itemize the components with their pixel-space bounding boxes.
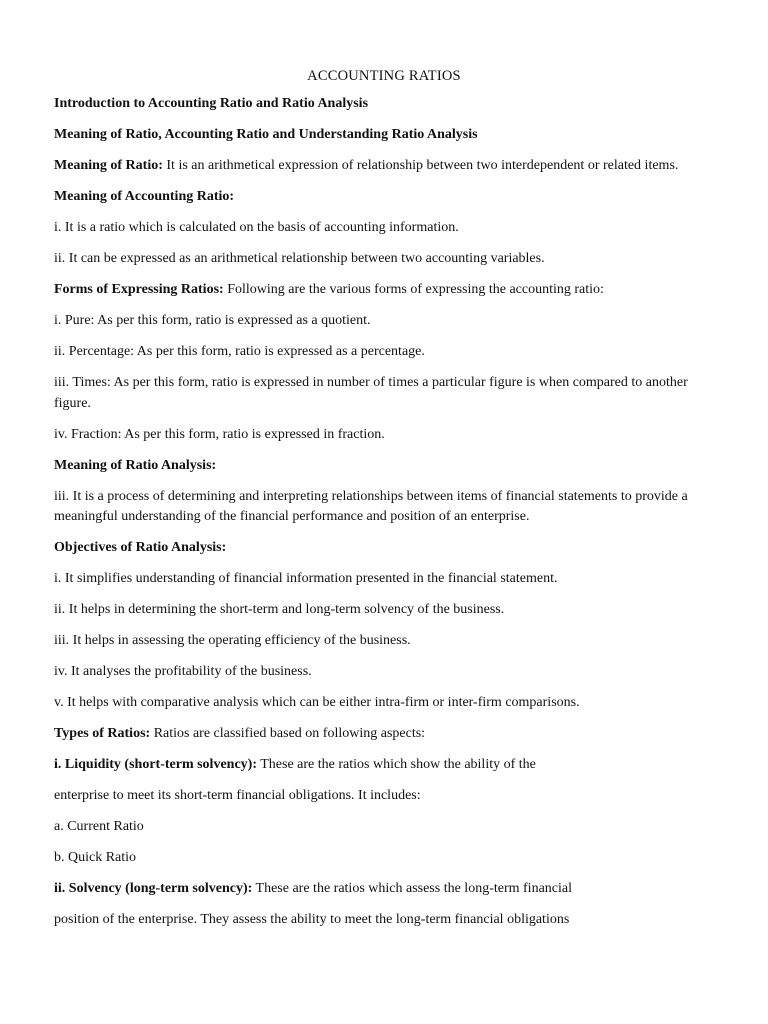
- text-solvency-line1: These are the ratios which assess the long-term financial: [252, 881, 572, 896]
- heading-meaning: Meaning of Ratio, Accounting Ratio and Understanding Ratio Analysis: [54, 127, 478, 142]
- heading-accounting-ratio: Meaning of Accounting Ratio:: [54, 189, 235, 204]
- label-types-of-ratios: Types of Ratios:: [54, 726, 151, 741]
- list-item: iii. It helps in assessing the operating efficiency of the business.: [54, 633, 411, 648]
- paragraph-types-of-ratios: [54, 724, 714, 745]
- label-liquidity: i. Liquidity (short-term solvency):: [54, 757, 257, 772]
- label-forms-of-ratios: Forms of Expressing Ratios:: [54, 282, 224, 297]
- document-page: [54, 66, 714, 941]
- list-item: iv. It analyses the profitability of the business.: [54, 664, 312, 679]
- paragraph-solvency: [54, 879, 714, 900]
- document-title: ACCOUNTING RATIOS: [307, 68, 461, 84]
- list-item: iii. Times: As per this form, ratio is expressed in number of times a particular figure is when compared to another figure.: [54, 375, 688, 411]
- list-item: i. It simplifies understanding of financial information presented in the financial statement.: [54, 571, 558, 586]
- paragraph-forms-of-ratios: [54, 280, 714, 301]
- list-item: i. Pure: As per this form, ratio is expressed as a quotient.: [54, 313, 371, 328]
- heading-introduction: Introduction to Accounting Ratio and Ratio Analysis: [54, 96, 369, 111]
- list-item: a. Current Ratio: [54, 819, 144, 834]
- label-meaning-of-ratio: Meaning of Ratio:: [54, 158, 163, 173]
- paragraph-meaning-of-ratio: [54, 156, 714, 177]
- text-liquidity-line2: enterprise to meet its short-term financial obligations. It includes:: [54, 788, 421, 803]
- list-item: b. Quick Ratio: [54, 850, 137, 865]
- list-item: ii. It can be expressed as an arithmetical relationship between two accounting variables.: [54, 251, 545, 266]
- list-item: iv. Fraction: As per this form, ratio is expressed in fraction.: [54, 426, 385, 442]
- heading-ratio-analysis: Meaning of Ratio Analysis:: [54, 457, 217, 473]
- list-item: v. It helps with comparative analysis which can be either intra-firm or inter-firm comparisons.: [54, 695, 580, 710]
- text-forms-of-ratios: Following are the various forms of expressing the accounting ratio:: [223, 282, 604, 297]
- heading-objectives: Objectives of Ratio Analysis:: [54, 540, 227, 555]
- text-meaning-of-ratio: It is an arithmetical expression of relationship between two interdependent or related items.: [162, 158, 679, 173]
- list-item: ii. It helps in determining the short-term and long-term solvency of the business.: [54, 602, 505, 617]
- list-item: ii. Percentage: As per this form, ratio is expressed as a percentage.: [54, 344, 425, 359]
- list-item: i. It is a ratio which is calculated on the basis of accounting information.: [54, 220, 459, 235]
- text-liquidity-line1: These are the ratios which show the ability of the: [256, 757, 536, 772]
- text-types-of-ratios: Ratios are classified based on following aspects:: [150, 726, 426, 741]
- paragraph-liquidity: [54, 755, 714, 776]
- paragraph-ratio-analysis: iii. It is a process of determining and interpreting relationships between items of financial statements to provide a meaningful understanding of the financial performance and position of an enterprise.: [54, 488, 688, 524]
- text-solvency-line2: position of the enterprise. They assess the ability to meet the long-term financial obligations: [54, 912, 570, 927]
- label-solvency: ii. Solvency (long-term solvency):: [54, 881, 253, 896]
